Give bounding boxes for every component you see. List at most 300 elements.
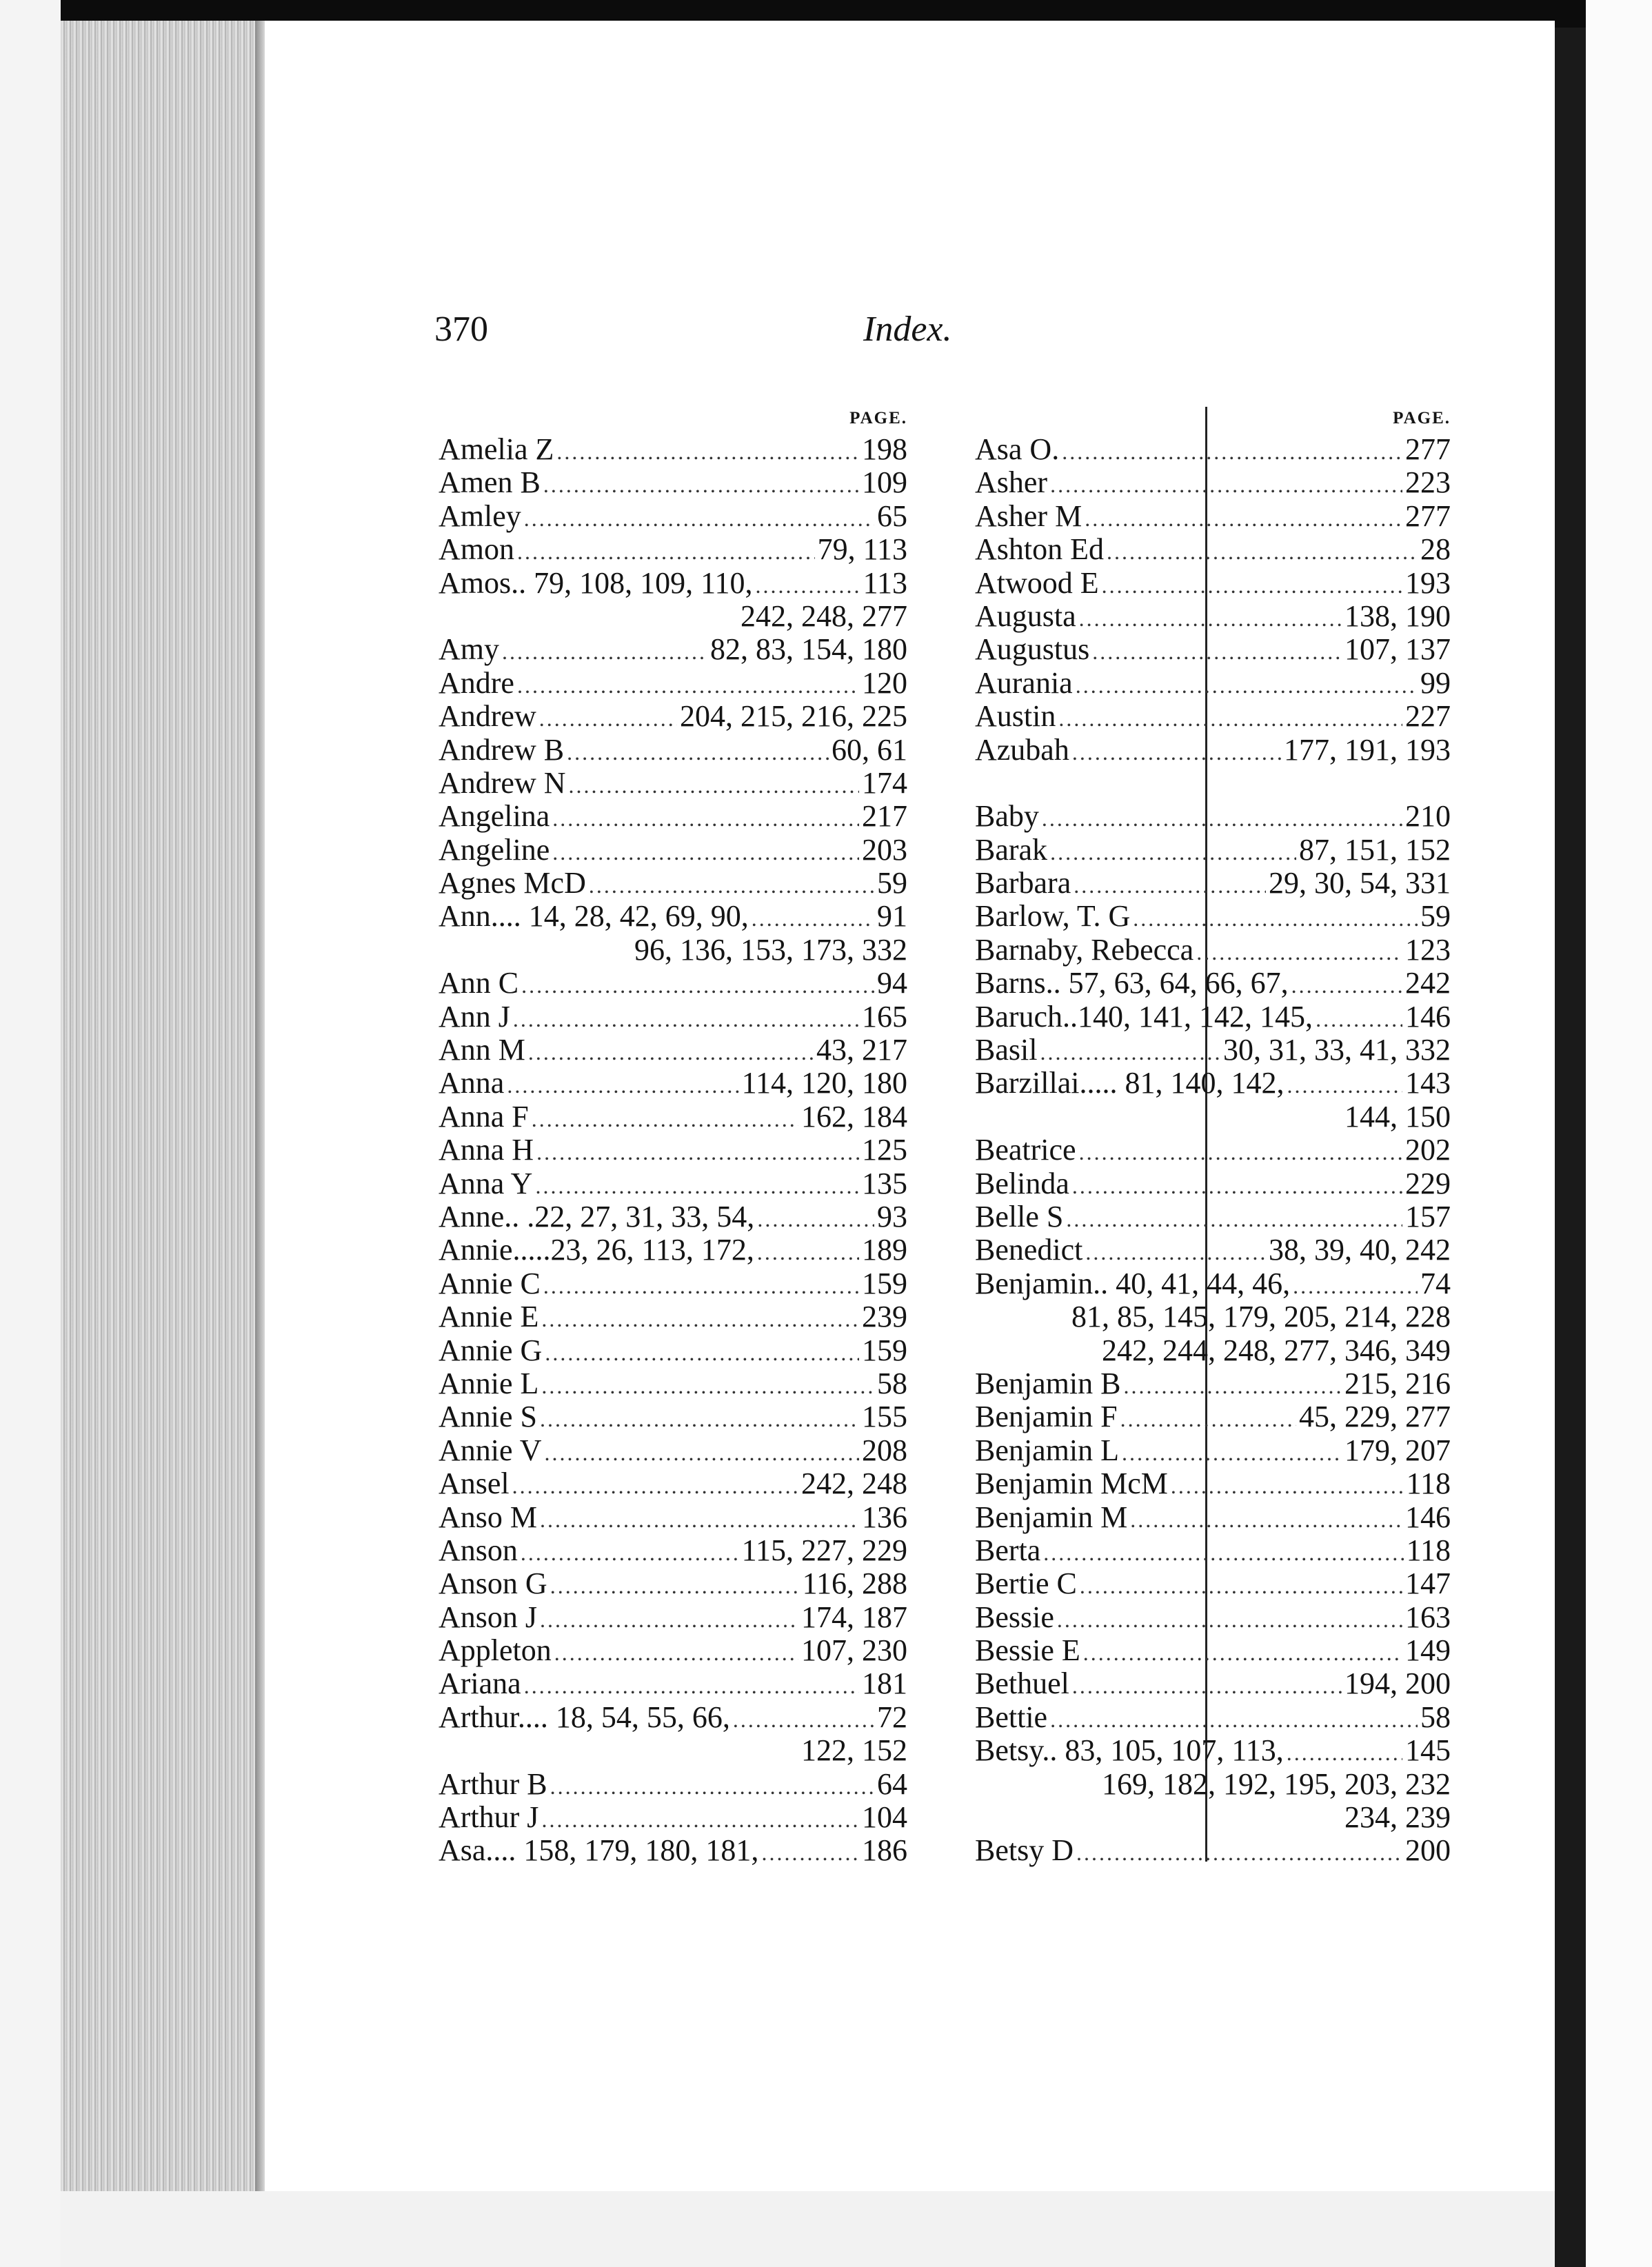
entry-pages: 242, 248, 277: [741, 598, 907, 633]
index-entry: [439, 500, 907, 533]
index-entry: [975, 1367, 1451, 1400]
index-entry: [975, 533, 1451, 566]
entry-pages: 96, 136, 153, 173, 332: [634, 932, 907, 967]
entry-name: Barak: [975, 832, 1048, 867]
entry-pages: 93: [877, 1199, 907, 1233]
index-entry: [439, 1334, 907, 1367]
entry-pages: 146: [1405, 1500, 1451, 1534]
entry-pages: 115, 227, 229: [741, 1533, 907, 1567]
entry-name: Anna H: [439, 1133, 534, 1167]
blank-line: [975, 767, 1451, 800]
page-gutter-shadow: [255, 21, 265, 2193]
facing-page-edge: [1586, 0, 1652, 2267]
entry-name: Annie.....23, 26, 113, 172,: [439, 1233, 754, 1267]
index-entry: [975, 700, 1451, 733]
index-entry: [439, 1634, 907, 1667]
entry-pages: 163: [1405, 1600, 1451, 1634]
entry-pages: 229: [1405, 1166, 1451, 1200]
dot-leader: [1316, 1002, 1402, 1036]
entry-name: Anna Y: [439, 1166, 533, 1200]
entry-name: Benjamin F: [975, 1400, 1118, 1434]
dot-leader: [543, 1269, 859, 1302]
dot-leader: [1291, 969, 1402, 1002]
entry-pages: 239: [862, 1300, 907, 1334]
entry-pages: 242: [1405, 966, 1451, 1000]
index-entry: [439, 834, 907, 867]
entry-name: Benjamin.. 40, 41, 44, 46,: [975, 1266, 1291, 1300]
dot-leader: [541, 1369, 874, 1402]
scan-right-border: [1555, 28, 1586, 2267]
dot-leader: [589, 869, 874, 902]
index-entry: [439, 700, 907, 733]
index-entry: [975, 1534, 1451, 1567]
entry-name: Augustus: [975, 632, 1090, 667]
entry-name: Austin: [975, 699, 1056, 734]
entry-name: Bettie: [975, 1700, 1048, 1734]
index-entry: [439, 1400, 907, 1433]
dot-leader: [1120, 1402, 1296, 1435]
page-header: [265, 309, 1555, 357]
index-entry: [439, 433, 907, 466]
index-entry: [975, 1233, 1451, 1267]
entry-name: Amos.. 79, 108, 109, 110,: [439, 565, 753, 600]
index-entry: [975, 466, 1451, 499]
entry-name: Asa.... 158, 179, 180, 181,: [439, 1833, 759, 1868]
index-entry-continuation: [439, 934, 907, 967]
entry-name: Baby: [975, 799, 1039, 834]
entry-pages: 38, 39, 40, 242: [1269, 1233, 1451, 1267]
page-column-label: PAGE.: [849, 409, 907, 427]
dot-leader: [1074, 869, 1266, 902]
index-entry: [975, 1434, 1451, 1467]
entry-pages: 29, 30, 54, 331: [1269, 866, 1451, 900]
dot-leader: [524, 1669, 859, 1702]
dot-leader: [1057, 1603, 1402, 1636]
entry-pages: 169, 182, 192, 195, 203, 232: [1102, 1766, 1451, 1801]
dot-leader: [532, 1102, 798, 1136]
entry-pages: 147: [1405, 1566, 1451, 1601]
entry-name: Arthur B: [439, 1766, 547, 1801]
index-entry: [975, 967, 1451, 1000]
entry-name: Amy: [439, 632, 499, 667]
entry-name: Annie V: [439, 1433, 542, 1467]
index-entry: [439, 1467, 907, 1500]
dot-leader: [1196, 936, 1402, 969]
entry-name: Bertie C: [975, 1566, 1077, 1601]
entry-pages: 82, 83, 154, 180: [710, 632, 907, 667]
dot-leader: [1085, 502, 1402, 535]
entry-pages: 107, 230: [801, 1633, 907, 1668]
entry-pages: 227: [1405, 699, 1451, 734]
dot-leader: [540, 1603, 798, 1636]
entry-name: Annie L: [439, 1366, 539, 1400]
entry-name: Arthur J: [439, 1800, 539, 1835]
entry-name: Anson: [439, 1533, 518, 1567]
dot-leader: [521, 969, 874, 1002]
entry-name: Asa O.: [975, 432, 1060, 466]
entry-name: Benjamin McM: [975, 1467, 1168, 1501]
index-entry: [975, 1834, 1451, 1867]
entry-pages: 91: [877, 899, 907, 934]
dot-leader: [1079, 1136, 1402, 1169]
entry-pages: 87, 151, 152: [1299, 832, 1451, 867]
scan-left-margin: [0, 0, 61, 2267]
dot-leader: [1066, 1202, 1402, 1236]
dot-leader: [539, 702, 677, 735]
entry-pages: 123: [1405, 932, 1451, 967]
dot-leader: [733, 1703, 874, 1736]
index-entry: [439, 867, 907, 900]
entry-pages: 114, 120, 180: [741, 1066, 907, 1100]
dot-leader: [1293, 1269, 1418, 1302]
entry-pages: 204, 215, 216, 225: [680, 699, 907, 734]
entry-name: Barlow, T. G: [975, 899, 1131, 934]
dot-leader: [1079, 602, 1342, 635]
entry-pages: 181: [862, 1666, 907, 1701]
index-entry: [975, 1501, 1451, 1534]
dot-leader: [528, 1036, 814, 1069]
entry-name: Amley: [439, 498, 521, 533]
entry-name: Baruch..140, 141, 142, 145,: [975, 999, 1313, 1034]
entry-name: Anson J: [439, 1600, 538, 1634]
index-entry: [975, 867, 1451, 900]
entry-name: Appleton: [439, 1633, 552, 1668]
entry-name: Barbara: [975, 866, 1071, 900]
entry-name: Asher M: [975, 498, 1082, 533]
entry-name: Andrew: [439, 699, 536, 734]
entry-pages: 159: [862, 1333, 907, 1367]
page-number: 370: [434, 310, 488, 349]
index-entry-continuation: [439, 600, 907, 633]
index-entry-continuation: [975, 1801, 1451, 1834]
index-entry: [975, 1000, 1451, 1034]
page-column-label: PAGE.: [1393, 409, 1451, 427]
entry-name: Ansel: [439, 1467, 510, 1501]
entry-name: Betsy.. 83, 105, 107, 113,: [975, 1733, 1284, 1768]
entry-name: Andre: [439, 665, 514, 700]
entry-name: Agnes McD: [439, 866, 586, 900]
entry-name: Beatrice: [975, 1133, 1076, 1167]
entry-name: Annie C: [439, 1266, 541, 1300]
entry-pages: 79, 113: [817, 532, 907, 567]
index-entry: [975, 834, 1451, 867]
entry-pages: 59: [877, 866, 907, 900]
index-entry: [975, 667, 1451, 700]
entry-pages: 64: [877, 1766, 907, 1801]
index-entry: [439, 1233, 907, 1267]
index-entry: [439, 1434, 907, 1467]
index-entry: [975, 633, 1451, 666]
dot-leader: [1043, 1536, 1403, 1569]
entry-pages: 159: [862, 1266, 907, 1300]
entry-pages: 177, 191, 193: [1284, 732, 1451, 767]
index-entry: [439, 1567, 907, 1600]
book-page: [265, 21, 1555, 2191]
entry-pages: 202: [1405, 1133, 1451, 1167]
index-entry: [439, 533, 907, 566]
dot-leader: [1107, 535, 1418, 568]
entry-pages: 144, 150: [1344, 1099, 1451, 1134]
entry-name: Barzillai..... 81, 140, 142,: [975, 1066, 1285, 1100]
index-entry: [975, 734, 1451, 767]
entry-pages: 118: [1406, 1533, 1451, 1567]
dot-leader: [1072, 1669, 1342, 1702]
entry-pages: 193: [1405, 565, 1451, 600]
entry-name: Barns.. 57, 63, 64, 66, 67,: [975, 966, 1289, 1000]
dot-leader: [1122, 1436, 1342, 1469]
dot-leader: [1050, 1703, 1418, 1736]
entry-pages: 165: [862, 999, 907, 1034]
entry-name: Ariana: [439, 1666, 521, 1701]
entry-pages: 179, 207: [1344, 1433, 1451, 1467]
entry-name: Aurania: [975, 665, 1073, 700]
entry-name: Anna: [439, 1066, 505, 1100]
index-entry: [439, 1501, 907, 1534]
dot-leader: [535, 1169, 859, 1202]
index-entry: [439, 567, 907, 600]
entry-name: Annie S: [439, 1400, 537, 1434]
entry-pages: 116, 288: [802, 1566, 907, 1601]
dot-leader: [1080, 1569, 1402, 1602]
dot-leader: [757, 1202, 874, 1236]
entry-name: Berta: [975, 1533, 1041, 1567]
entry-pages: 122, 152: [801, 1733, 907, 1768]
entry-name: Andrew N: [439, 765, 566, 800]
entry-pages: 189: [862, 1233, 907, 1267]
dot-leader: [567, 736, 829, 769]
entry-pages: 155: [862, 1400, 907, 1434]
entry-pages: 125: [862, 1133, 907, 1167]
dot-leader: [507, 1069, 738, 1102]
index-entry-continuation: [975, 1300, 1451, 1333]
index-entries-left: [439, 433, 907, 1868]
dot-leader: [1083, 1636, 1402, 1669]
entry-name: Ashton Ed: [975, 532, 1104, 567]
entry-name: Amen B: [439, 465, 541, 500]
dot-leader: [1102, 569, 1402, 602]
entry-name: Anso M: [439, 1500, 538, 1534]
dot-leader: [1133, 902, 1418, 935]
entry-pages: 186: [862, 1833, 907, 1868]
index-entry: [439, 1768, 907, 1801]
entry-pages: 149: [1405, 1633, 1451, 1668]
entry-pages: 136: [862, 1500, 907, 1534]
dot-leader: [1072, 1169, 1402, 1202]
entry-name: Andrew B: [439, 732, 565, 767]
dot-leader: [1050, 468, 1402, 501]
entry-name: Barnaby, Rebecca: [975, 932, 1194, 967]
entry-name: Benjamin L: [975, 1433, 1119, 1467]
index-entry: [439, 1067, 907, 1100]
entry-pages: 157: [1405, 1199, 1451, 1233]
dot-leader: [1076, 669, 1418, 702]
index-entry: [975, 567, 1451, 600]
dot-leader: [552, 836, 859, 869]
entry-pages: 81, 85, 145, 179, 205, 214, 228: [1071, 1300, 1451, 1334]
dot-leader: [1130, 1503, 1402, 1536]
entry-pages: 65: [877, 498, 907, 533]
dot-leader: [1287, 1736, 1402, 1769]
dot-leader: [536, 1136, 859, 1169]
dot-leader: [517, 669, 859, 702]
entry-pages: 174, 187: [801, 1600, 907, 1634]
dot-leader: [1171, 1469, 1404, 1502]
dot-leader: [540, 1402, 859, 1435]
entry-pages: 146: [1405, 999, 1451, 1034]
index-entry: [439, 1134, 907, 1167]
dot-leader: [1040, 1036, 1220, 1069]
index-entry: [439, 734, 907, 767]
entry-name: Ann C: [439, 966, 519, 1000]
entry-pages: 208: [862, 1433, 907, 1467]
entry-pages: 200: [1405, 1833, 1451, 1868]
index-column-left: [439, 404, 907, 1868]
entry-pages: 43, 217: [816, 1033, 907, 1067]
entry-pages: 72: [877, 1700, 907, 1734]
entry-name: Anne.. .22, 27, 31, 33, 54,: [439, 1199, 755, 1233]
index-entry: [439, 1000, 907, 1034]
index-entries-right: [975, 433, 1451, 1868]
entry-pages: 138, 190: [1344, 598, 1451, 633]
entry-pages: 215, 216: [1344, 1366, 1451, 1400]
dot-leader: [569, 769, 859, 802]
entry-name: Amelia Z: [439, 432, 554, 466]
dot-leader: [1123, 1369, 1342, 1402]
index-entry: [439, 466, 907, 499]
index-entry: [439, 1667, 907, 1700]
index-entry: [439, 1701, 907, 1734]
index-entry: [439, 1034, 907, 1067]
entry-name: Benedict: [975, 1233, 1083, 1267]
entry-name: Asher: [975, 465, 1048, 500]
index-entry-continuation: [975, 1768, 1451, 1801]
entry-name: Augusta: [975, 598, 1076, 633]
entry-name: Benjamin B: [975, 1366, 1121, 1400]
dot-leader: [545, 1436, 859, 1469]
entry-pages: 145: [1405, 1733, 1451, 1768]
dot-leader: [1072, 736, 1281, 769]
entry-name: Ann.... 14, 28, 42, 69, 90,: [439, 899, 749, 934]
dot-leader: [545, 1336, 859, 1369]
dot-leader: [541, 1302, 859, 1336]
index-entry: [975, 1601, 1451, 1634]
entry-pages: 28: [1420, 532, 1451, 567]
index-entry: [439, 1300, 907, 1333]
dot-leader: [517, 535, 815, 568]
index-entry: [975, 1167, 1451, 1200]
dot-leader: [521, 1536, 739, 1569]
index-entry: [975, 934, 1451, 967]
book-page-edges: [61, 21, 261, 2193]
index-entry: [975, 1667, 1451, 1700]
entry-pages: 135: [862, 1166, 907, 1200]
index-entry: [439, 1167, 907, 1200]
entry-name: Anna F: [439, 1099, 529, 1134]
entry-pages: 120: [862, 665, 907, 700]
index-entry-continuation: [975, 1334, 1451, 1367]
index-entry: [439, 1601, 907, 1634]
entry-pages: 118: [1406, 1467, 1451, 1501]
dot-leader: [1058, 702, 1402, 735]
dot-leader: [1092, 635, 1342, 668]
entry-name: Annie G: [439, 1333, 543, 1367]
index-entry: [439, 1534, 907, 1567]
dot-leader: [550, 1569, 800, 1602]
dot-leader: [752, 902, 874, 935]
dot-leader: [756, 569, 860, 602]
entry-name: Angelina: [439, 799, 550, 834]
index-entry: [439, 800, 907, 833]
entry-pages: 60, 61: [832, 732, 907, 767]
entry-name: Arthur.... 18, 54, 55, 66,: [439, 1700, 730, 1734]
entry-pages: 194, 200: [1344, 1666, 1451, 1701]
entry-pages: 217: [862, 799, 907, 834]
entry-pages: 109: [862, 465, 907, 500]
index-entry: [439, 1367, 907, 1400]
entry-pages: 174: [862, 765, 907, 800]
index-entry: [975, 1567, 1451, 1600]
dot-leader: [1062, 435, 1402, 468]
entry-pages: 58: [1420, 1700, 1451, 1734]
entry-pages: 277: [1405, 498, 1451, 533]
dot-leader: [761, 1836, 859, 1869]
entry-pages: 162, 184: [801, 1099, 907, 1134]
dot-leader: [757, 1236, 859, 1269]
dot-leader: [512, 1469, 798, 1502]
index-entry: [975, 600, 1451, 633]
entry-name: Bethuel: [975, 1666, 1069, 1701]
entry-pages: 143: [1405, 1066, 1451, 1100]
entry-name: Belinda: [975, 1166, 1069, 1200]
entry-name: Betsy D: [975, 1833, 1074, 1868]
entry-name: Benjamin M: [975, 1500, 1128, 1534]
index-entry: [439, 1801, 907, 1834]
index-entry: [975, 800, 1451, 833]
index-entry: [975, 1734, 1451, 1767]
index-entry-continuation: [975, 1100, 1451, 1134]
dot-leader: [543, 468, 859, 501]
entry-pages: 104: [862, 1800, 907, 1835]
entry-name: Azubah: [975, 732, 1069, 767]
index-entry: [439, 967, 907, 1000]
index-entry: [439, 633, 907, 666]
index-entry: [439, 1267, 907, 1300]
dot-leader: [550, 1770, 874, 1803]
entry-name: Amon: [439, 532, 514, 567]
entry-pages: 58: [877, 1366, 907, 1400]
index-entry: [439, 1100, 907, 1134]
entry-name: Atwood E: [975, 565, 1099, 600]
dot-leader: [1076, 1836, 1402, 1869]
entry-name: Basil: [975, 1033, 1038, 1067]
index-entry: [975, 1134, 1451, 1167]
index-entry: [439, 1834, 907, 1867]
index-entry: [975, 1400, 1451, 1433]
dot-leader: [502, 635, 707, 668]
entry-pages: 242, 244, 248, 277, 346, 349: [1102, 1333, 1451, 1367]
dot-leader: [554, 1636, 798, 1669]
entry-name: Ann J: [439, 999, 510, 1034]
entry-pages: 59: [1420, 899, 1451, 934]
index-entry: [439, 1200, 907, 1233]
index-entry: [975, 1701, 1451, 1734]
running-title: Index.: [863, 310, 952, 349]
entry-name: Ann M: [439, 1033, 525, 1067]
dot-leader: [1042, 802, 1402, 835]
index-entry: [439, 900, 907, 933]
index-entry: [439, 767, 907, 800]
entry-pages: 113: [863, 565, 907, 600]
